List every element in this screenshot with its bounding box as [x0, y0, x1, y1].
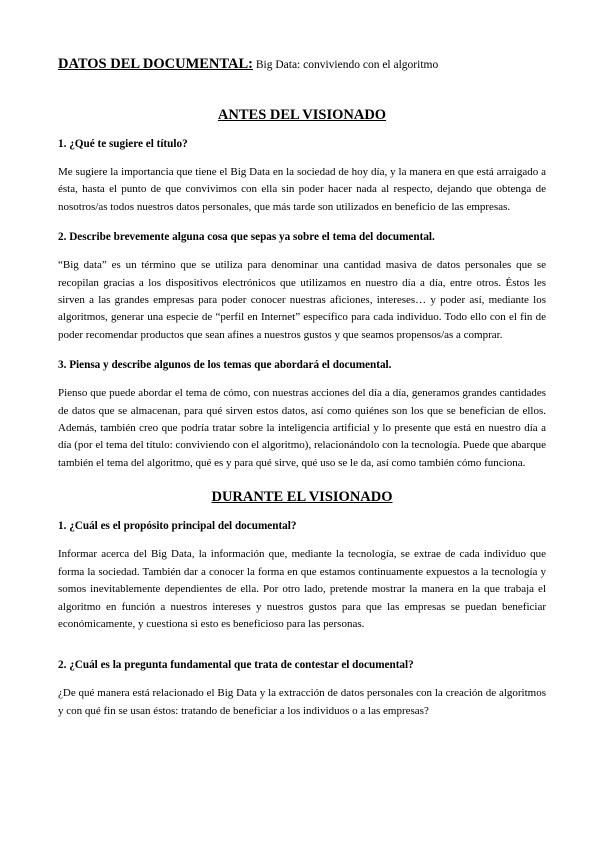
section-title-antes: ANTES DEL VISIONADO — [217, 107, 387, 123]
answer-durante-1: Informar acerca del Big Data, la información que, mediante la tecnología, se extrae de cada individuo que forma la sociedad. También dar a conocer la forma en que estamos continuamente expuestos a la tecnología y somos inevitablemente dependientes de ella. Por otro lado, pretende mostrar la manera en la que trabaja el algoritmo en función a nuestros intereses y nuestros gustos para que las empresas se puedan beneficiar económicamente, y cuestiona si esto es beneficioso para las personas. — [58, 548, 546, 630]
answer-antes-3: Pienso que puede abordar el tema de cómo, con nuestras acciones del día a día, generamos grandes cantidades de datos que se almacenan, para qué sirven estos datos, así como quiénes son los que se benefician de ellos. Además, también creo que podría tratar sobre la inteligencia artificial y lo presente que está en nuestro día a día (por el tema del título: conviviendo con el algoritmo), relacionándolo con la tecnología. Puede que abarque también el tema del algoritmo, qué es y para qué sirve, qué uso se le da, así como también cómo funciona. — [58, 387, 546, 469]
answer-durante-2: ¿De qué manera está relacionado el Big Data y la extracción de datos personales con la creación de algoritmos y con qué fin se usan éstos: tratando de beneficiar a los individuos o a las empresas? — [58, 687, 546, 717]
question-antes-1: 1. ¿Qué te sugiere el título? — [58, 138, 188, 150]
section-title-durante: DURANTE EL VISIONADO — [211, 489, 393, 506]
header-value: Big Data: conviviendo con el algoritmo — [252, 59, 439, 71]
question-durante-2: 2. ¿Cuál es la pregunta fundamental que trata de contestar el documental? — [58, 659, 414, 672]
answer-antes-1: Me sugiere la importancia que tiene el Big Data en la sociedad de hoy día, y la manera en que está arraigado a ésta, hasta el punto de que convivimos con ella sin poder hacer nada al respecto, dejando que obtenga de nosotros/as todos nuestros datos personales, que más tarde son utilizados en beneficio de las empresas. — [58, 166, 546, 213]
document-page — [58, 56, 546, 735]
question-durante-1: 1. ¿Cuál es el propósito principal del documental? — [58, 520, 297, 533]
header-label: DATOS DEL DOCUMENTAL: — [58, 56, 253, 72]
question-antes-3: 3. Piensa y describe algunos de los temas que abordará el documental. — [58, 359, 392, 372]
document-header — [58, 56, 546, 73]
answer-antes-2: “Big data” es un término que se utiliza para denominar una cantidad masiva de datos personales que se recopilan gracias a los dispositivos electrónicos que utilizamos en nuestro día a día, entre otros. Éstos les sirven a las grandes empresas para poder conocer nuestras aficiones, intereses… y poder así, mediante los algoritmos, generar una especie de “perfil en Internet” específico para cada individuo. Todo ello con el fin de poder recomendar productos que sean afines a nuestros gustos y que seamos propensos/as a comprar. — [58, 259, 546, 341]
question-antes-2: 2. Describe brevemente alguna cosa que sepas ya sobre el tema del documental. — [58, 231, 435, 244]
